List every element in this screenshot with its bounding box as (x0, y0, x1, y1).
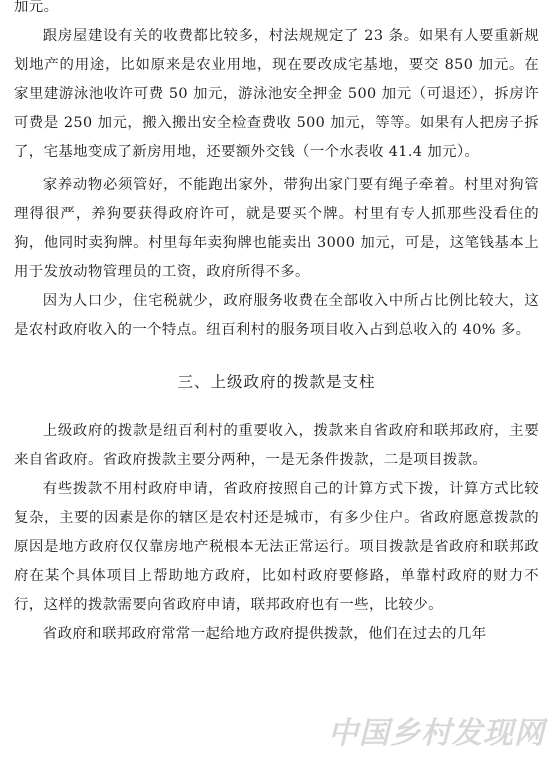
paragraph-grants-intro: 上级政府的拨款是纽百利村的重要收入，拨款来自省政府和联邦政府，主要来自省政府。省政府拨款主要分两种，一是无条件拨款，二是项目拨款。 (14, 423, 539, 468)
paragraph-animal-management: 家养动物必须管好，不能跑出家外，带狗出家门要有绳子牵着。村里对狗管理得很严，养狗要获得政府许可，就是要买个牌。村里有专人抓那些没看住的狗，他同时卖狗牌。村里每年卖狗牌也能卖出 3000 加元，可是，这笔钱基本上用于发放动物管理员的工资，政府所得不多。 (14, 177, 539, 280)
paragraph-service-fees: 因为人口少，住宅税就少，政府服务收费在全部收入中所占比例比较大，这是农村政府收入的一个特点。纽百利村的服务项目收入占到总收入的 40% 多。 (14, 293, 539, 338)
paragraph-grant-types: 有些拨款不用村政府申请，省政府按照自己的计算方式下拨，计算方式比较复杂，主要的因素是你的辖区是农村还是城市，有多少住户。省政府愿意拨款的原因是地方政府仅仅靠房地产税根本无法正常运行。项目拨款是省政府和联邦政府在某个具体项目上帮助地方政府，比如村政府要修路，单靠村政府的财力不行，这样的拨款需要向省政府申请，联邦政府也有一些，比较少。 (14, 481, 539, 613)
watermark-logo: 中国乡村发现网 (328, 716, 545, 751)
paragraph-joint-grants: 省政府和联邦政府常常一起给地方政府提供拨款，他们在过去的几年 (42, 626, 487, 642)
paragraph-housing-fees: 跟房屋建设有关的收费都比较多，村法规规定了 23 条。如果有人要重新规划地产的用途，比如原来是农业用地，现在要改成宅基地，要交 850 加元。在家里建游泳池收许可费 50 加元，游泳池安全押金 500 加元（可退还），拆房许可费是 250 加元，搬入搬出安全检查费收 500 加元，等等。如果有人把房子拆了，宅基地变成了新房用地，还要额外交钱（一个水表收 41.4 加元）。 (14, 28, 539, 160)
paragraph-continuation: 加元。 (14, 0, 59, 15)
section-heading: 三、上级政府的拨款是支柱 (177, 373, 376, 391)
